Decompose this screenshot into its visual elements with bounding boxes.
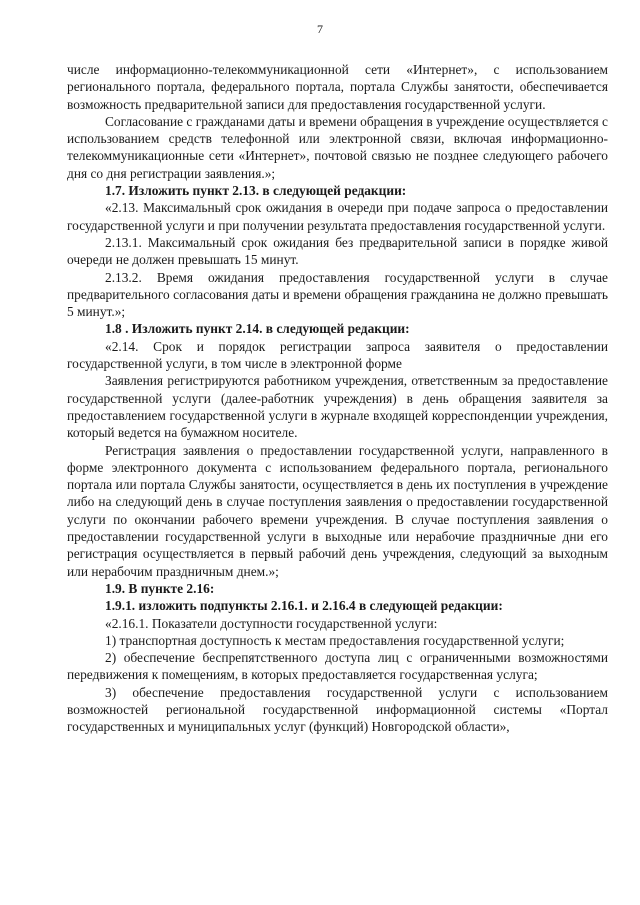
heading-1-9-1: 1.9.1. изложить подпункты 2.16.1. и 2.16.4 в следующей редакции: (105, 598, 503, 614)
paragraph-2-16-1: «2.16.1. Показатели доступности государственной услуги: (105, 615, 438, 631)
page-number: 7 (317, 22, 323, 36)
paragraph-registration-journal: Заявления регистрируются работником учреждения, ответственным за предоставление государственной услуги (далее-работник учреждения) в день обращения заявителя за предоставлением государственной услуги в журнале входящей корреспонденции учреждения, который ведется на бумажном носителе. (67, 373, 608, 441)
paragraph-electronic-registration: Регистрация заявления о предоставлении государственной услуги, направленного в форме электронного документа с использованием федерального портала, регионального портала или портала Службы занятости, осуществляется в день их поступления в учреждение либо на следующий день в случае поступления заявления о предоставлении государственной услуги по окончании рабочего времени учреждения. В случае поступления заявления о предоставлении государственной услуги в выходные или нерабочие праздничные дни его регистрация осуществляется в первый рабочий день учреждения, следующий за выходным или нерабочим праздничным днем.»; (67, 442, 608, 579)
list-item-transport: 1) транспортная доступность к местам предоставления государственной услуги; (105, 632, 565, 648)
paragraph-agreement: Согласование с гражданами даты и времени обращения в учреждение осуществляется с использованием средств телефонной или электронной связи, включая информационно-телекоммуникационные сети «Интернет», почтовой связью не позднее следующего рабочего дня со дня регистрации заявления.»; (67, 113, 608, 181)
list-item-accessibility: 2) обеспечение беспрепятственного доступа лиц с ограниченными возможностями передвижения к помещениям, в которых предоставляется государственная услуга; (67, 650, 608, 683)
heading-1-8: 1.8 . Изложить пункт 2.14. в следующей редакции: (105, 321, 410, 337)
list-item-portal: 3) обеспечение предоставления государственной услуги с использованием возможностей региональной государственной информационной системы «Портал государственных и муниципальных услуг (функций) Новгородской области», (67, 684, 608, 735)
heading-1-7: 1.7. Изложить пункт 2.13. в следующей редакции: (105, 183, 407, 199)
heading-1-9: 1.9. В пункте 2.16: (105, 580, 215, 596)
paragraph-2-14: «2.14. Срок и порядок регистрации запроса заявителя о предоставлении государственной услуги, в том числе в электронной форме (67, 338, 608, 372)
paragraph-2-13-1: 2.13.1. Максимальный срок ожидания без предварительной записи в порядке живой очереди не должен превышать 15 минут. (67, 234, 608, 268)
paragraph-2-13-2: 2.13.2. Время ожидания предоставления государственной услуги в случае предварительного согласования даты и времени обращения гражданина не должно превышать 5 минут.»; (67, 269, 608, 320)
paragraph-continuation: числе информационно-телекоммуникационной сети «Интернет», с использованием регионального портала, федерального портала, портала Службы занятости, обеспечивается возможность предварительной записи для предоставления государственной услуги. (67, 62, 608, 112)
paragraph-2-13: «2.13. Максимальный срок ожидания в очереди при подаче запроса о предоставлении государственной услуги и при получении результата предоставления государственной услуги. (67, 200, 608, 233)
document-body (67, 61, 608, 736)
